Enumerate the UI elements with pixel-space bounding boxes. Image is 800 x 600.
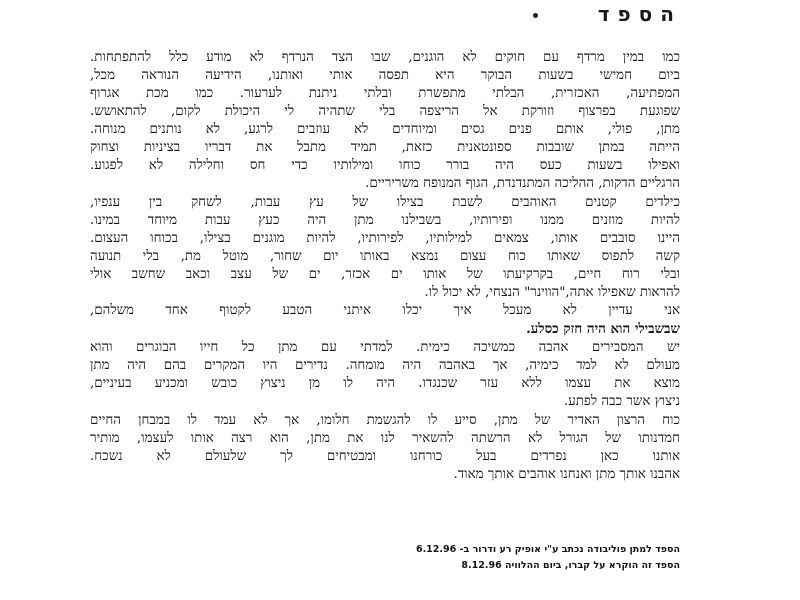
text-line: ואפילו בשעות כעס היה בורר כוחו ומילותיו כדי חס וחלילה לא לפגוע. (90, 158, 680, 173)
text-line: היינו סובבים אותו, צמאים למילותיו, לפירותיו, להיות מוגנים בצילו, בכוחו העצום. (90, 231, 680, 246)
text-line: אותנו כאן נפרדים בעל כורחנו ומבטיחים לך שלעולם לא נשכח. (90, 449, 680, 464)
page-title: הספד (597, 2, 682, 26)
document-body (90, 49, 680, 484)
footer-line: הספד למתן פוליבודה נכתב ע"י אופיק רע ודרור ב- 6.12.96 (415, 544, 680, 555)
text-line: חמדנותו של הגורל לא הרשתה להשאיר לנו את מתן, הוא רצה אותו לעצמו, מותיר (90, 431, 680, 446)
text-line: שבשבילי הוא היה חזק כסלע. (526, 321, 680, 337)
text-line: המפתיעה, האכזרית, הבלתי מתפשרת ובלתי ניתנת לערעור. כמו מכת אגרוף (90, 86, 680, 101)
text-line: מוצא את עצמו ללא עזר שכנגדו. היה לו מן ניצוץ כובש ומכניע בעיניים, (90, 376, 680, 391)
text-line: מתן, פולי, אותם פנים גסים ומיוחדים לא עוזבים לרגע, לא נותנים מנוחה. (90, 122, 680, 137)
text-line: ביום חמישי בשעות הבוקר היא תפסה אותי ואותנו, הידיעה הנוראה מכל, (90, 68, 680, 83)
text-line: הייתה במתן שובבות ספונטאנית כזאת, תמיד מתבל את דבריו בציניות וצחוק (90, 140, 680, 155)
text-line: אני עדיין לא מעכל איך יכלו איתני הטבע לקטוף אחד משלהם, (90, 303, 680, 318)
text-line: אהבנו אותך מתן ואנחנו אוהבים אותך מאוד. (453, 467, 680, 482)
text-line: מעולם לא למד כימיה, אך באהבה היה מומחה. נדירים היו המקרים בהם היה מתן (90, 358, 680, 373)
text-line: ובלי רוח חיים, בקרקיעתו של אותו ים אכזר, ים של עצב וכאב שחשב אולי (90, 267, 680, 282)
text-line: הרגליים הדקות, ההליכה המתנדנדת, הגוף המנופח משריריים. (365, 176, 680, 191)
text-line: כילדים קטנים האוהבים לשבת בצילו של עץ עבות, לשחק בין ענפיו, (90, 195, 680, 210)
text-line: כוח הרצון האדיר של מתן, סייע לו להגשמת חלומו, אך לא עמד לו במבחן החיים (90, 413, 680, 428)
footer-notes (280, 542, 680, 574)
text-line: להיות מוזנים ממנו ופירותיו, בשבילנו מתן היה כעץ עבות מיוחד במינו. (90, 213, 680, 228)
text-line: להראות שאפילו אתה,"הווינר" הנצחי, לא יכול לו. (424, 285, 680, 300)
bullet-dot (533, 13, 538, 18)
text-line: כמו במין מרדף עם חוקים לא הוגנים, שבו הצד הנרדף לא מודע כלל להתפתחות. (90, 50, 680, 65)
text-line: ניצוץ אשר כבה לפתע. (563, 394, 680, 409)
text-line: שפוגעת בפרצוף וזורקת אל הריצפה בלי שתהיה לי היכולת לקום, להתאושש. (90, 104, 680, 119)
text-line: קשה לתפוס שאותו כוח עצום נמצא באותו יום שחור, מוטל מת, בלי תנועה (90, 249, 680, 264)
text-line: יש המסבירים אהבה כמשיכה כימית. למדתי עם מתן כל חייו הבוגרים והוא (90, 340, 680, 355)
footer-line: הספד זה הוקרא על קברו, ביום ההלוויה 8.12.96 (461, 560, 680, 571)
